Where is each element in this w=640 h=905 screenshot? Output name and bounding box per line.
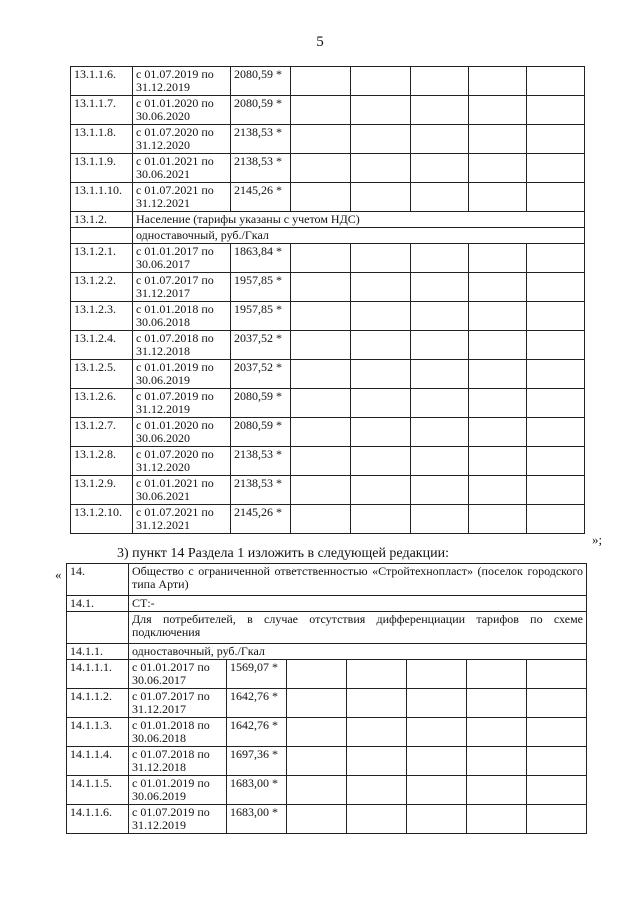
row-period: с 01.01.2019 по 30.06.2019 — [133, 360, 231, 389]
empty-cell — [527, 125, 585, 154]
row-code: 14.1.1.5. — [67, 776, 129, 805]
row-code: 13.1.1.8. — [71, 125, 133, 154]
row-tariff-value: 1569,07 * — [227, 660, 287, 689]
section-code: 14. — [67, 564, 129, 596]
empty-cell — [291, 183, 351, 212]
empty-cell — [467, 747, 527, 776]
empty-cell — [347, 747, 407, 776]
empty-cell — [351, 505, 411, 534]
row-tariff-value: 2138,53 * — [231, 154, 291, 183]
empty-cell — [527, 660, 587, 689]
row-period: с 01.01.2021 по 30.06.2021 — [133, 476, 231, 505]
tariff-table-section-13 — [70, 66, 585, 534]
row-code: 13.1.2.6. — [71, 389, 133, 418]
empty-cell — [467, 805, 527, 834]
section-header-row — [71, 228, 585, 244]
section-title: Для потребителей, в случае отсутствия дифференциации тарифов по схеме подключения — [129, 612, 587, 644]
section-header-row — [67, 596, 587, 612]
empty-cell — [527, 183, 585, 212]
row-period: с 01.01.2017 по 30.06.2017 — [133, 244, 231, 273]
empty-cell — [291, 96, 351, 125]
section-header-row — [67, 612, 587, 644]
table-row — [67, 660, 587, 689]
amendment-instruction: 3) пункт 14 Раздела 1 изложить в следующей редакции: — [117, 546, 449, 561]
empty-cell — [351, 360, 411, 389]
section-code: 14.1.1. — [67, 644, 129, 660]
table-row — [71, 183, 585, 212]
empty-cell — [407, 805, 467, 834]
row-code: 14.1.1.1. — [67, 660, 129, 689]
row-code: 13.1.2.9. — [71, 476, 133, 505]
empty-cell — [411, 331, 469, 360]
section-title: Общество с ограниченной ответственностью «Стройтехнопласт» (поселок городского типа Арти) — [129, 564, 587, 596]
empty-cell — [347, 660, 407, 689]
empty-cell — [287, 776, 347, 805]
empty-cell — [407, 718, 467, 747]
empty-cell — [527, 418, 585, 447]
empty-cell — [469, 125, 527, 154]
row-code: 13.1.1.6. — [71, 67, 133, 96]
table-row — [71, 418, 585, 447]
row-code: 13.1.2.5. — [71, 360, 133, 389]
empty-cell — [411, 125, 469, 154]
empty-cell — [291, 476, 351, 505]
row-code: 13.1.2.2. — [71, 273, 133, 302]
empty-cell — [291, 244, 351, 273]
row-period: с 01.07.2021 по 31.12.2021 — [133, 505, 231, 534]
empty-cell — [351, 418, 411, 447]
empty-cell — [527, 689, 587, 718]
empty-cell — [411, 418, 469, 447]
empty-cell — [527, 747, 587, 776]
empty-cell — [527, 96, 585, 125]
empty-cell — [469, 476, 527, 505]
empty-cell — [407, 747, 467, 776]
row-tariff-value: 1683,00 * — [227, 805, 287, 834]
row-code: 13.1.2.4. — [71, 331, 133, 360]
table-row — [71, 125, 585, 154]
row-period: с 01.07.2017 по 31.12.2017 — [133, 273, 231, 302]
empty-cell — [407, 660, 467, 689]
row-period: с 01.07.2019 по 31.12.2019 — [129, 805, 227, 834]
empty-cell — [411, 183, 469, 212]
empty-cell — [351, 125, 411, 154]
section-code — [67, 612, 129, 644]
empty-cell — [411, 476, 469, 505]
table-row — [71, 273, 585, 302]
row-tariff-value: 1957,85 * — [231, 273, 291, 302]
table-row — [71, 331, 585, 360]
empty-cell — [287, 805, 347, 834]
empty-cell — [469, 505, 527, 534]
row-tariff-value: 2145,26 * — [231, 183, 291, 212]
empty-cell — [351, 154, 411, 183]
empty-cell — [527, 67, 585, 96]
empty-cell — [527, 389, 585, 418]
row-period: с 01.07.2017 по 31.12.2017 — [129, 689, 227, 718]
table-row — [67, 776, 587, 805]
row-tariff-value: 2138,53 * — [231, 476, 291, 505]
empty-cell — [411, 67, 469, 96]
empty-cell — [291, 360, 351, 389]
section-title: СТ:- — [129, 596, 587, 612]
empty-cell — [347, 689, 407, 718]
table-row — [71, 154, 585, 183]
empty-cell — [291, 505, 351, 534]
empty-cell — [291, 302, 351, 331]
row-tariff-value: 2037,52 * — [231, 331, 291, 360]
empty-cell — [527, 505, 585, 534]
row-period: с 01.07.2021 по 31.12.2021 — [133, 183, 231, 212]
empty-cell — [411, 273, 469, 302]
table-row — [67, 747, 587, 776]
empty-cell — [469, 447, 527, 476]
empty-cell — [407, 689, 467, 718]
empty-cell — [469, 96, 527, 125]
table-row — [71, 96, 585, 125]
empty-cell — [291, 273, 351, 302]
empty-cell — [291, 389, 351, 418]
row-code: 13.1.2.3. — [71, 302, 133, 331]
section-title: одноставочный, руб./Гкал — [133, 228, 585, 244]
empty-cell — [467, 689, 527, 718]
table-row — [67, 718, 587, 747]
row-tariff-value: 1863,84 * — [231, 244, 291, 273]
empty-cell — [351, 67, 411, 96]
row-period: с 01.07.2018 по 31.12.2018 — [129, 747, 227, 776]
empty-cell — [527, 718, 587, 747]
empty-cell — [291, 67, 351, 96]
empty-cell — [467, 718, 527, 747]
opening-quote-mark: « — [55, 567, 62, 582]
empty-cell — [527, 805, 587, 834]
table-row — [71, 389, 585, 418]
empty-cell — [291, 125, 351, 154]
empty-cell — [527, 244, 585, 273]
empty-cell — [527, 476, 585, 505]
empty-cell — [469, 183, 527, 212]
empty-cell — [347, 776, 407, 805]
table-row — [67, 805, 587, 834]
empty-cell — [291, 447, 351, 476]
empty-cell — [411, 360, 469, 389]
empty-cell — [411, 505, 469, 534]
table-row — [71, 244, 585, 273]
row-code: 14.1.1.2. — [67, 689, 129, 718]
row-code: 13.1.1.10. — [71, 183, 133, 212]
row-tariff-value: 1683,00 * — [227, 776, 287, 805]
row-code: 14.1.1.4. — [67, 747, 129, 776]
row-period: с 01.01.2021 по 30.06.2021 — [133, 154, 231, 183]
row-tariff-value: 2037,52 * — [231, 360, 291, 389]
row-code: 14.1.1.3. — [67, 718, 129, 747]
empty-cell — [411, 389, 469, 418]
row-code: 14.1.1.6. — [67, 805, 129, 834]
empty-cell — [469, 67, 527, 96]
table-row — [71, 302, 585, 331]
row-period: с 01.01.2019 по 30.06.2019 — [129, 776, 227, 805]
empty-cell — [351, 273, 411, 302]
empty-cell — [287, 660, 347, 689]
empty-cell — [527, 273, 585, 302]
section-title: Население (тарифы указаны с учетом НДС) — [133, 212, 585, 228]
row-tariff-value: 2080,59 * — [231, 418, 291, 447]
section-code: 13.1.2. — [71, 212, 133, 228]
row-code: 13.1.1.9. — [71, 154, 133, 183]
table-row — [71, 447, 585, 476]
empty-cell — [469, 154, 527, 183]
table-row — [71, 476, 585, 505]
empty-cell — [527, 360, 585, 389]
empty-cell — [351, 447, 411, 476]
empty-cell — [351, 389, 411, 418]
section-code: 14.1. — [67, 596, 129, 612]
empty-cell — [527, 302, 585, 331]
row-tariff-value: 2080,59 * — [231, 67, 291, 96]
row-tariff-value: 2080,59 * — [231, 96, 291, 125]
empty-cell — [351, 183, 411, 212]
empty-cell — [411, 96, 469, 125]
table-row — [71, 505, 585, 534]
empty-cell — [527, 776, 587, 805]
empty-cell — [287, 747, 347, 776]
empty-cell — [351, 331, 411, 360]
row-period: с 01.01.2018 по 30.06.2018 — [129, 718, 227, 747]
row-period: с 01.01.2017 по 30.06.2017 — [129, 660, 227, 689]
row-period: с 01.07.2019 по 31.12.2019 — [133, 389, 231, 418]
empty-cell — [467, 660, 527, 689]
empty-cell — [287, 689, 347, 718]
empty-cell — [407, 776, 467, 805]
empty-cell — [411, 154, 469, 183]
row-period: с 01.01.2020 по 30.06.2020 — [133, 96, 231, 125]
table-row — [67, 689, 587, 718]
row-tariff-value: 2138,53 * — [231, 125, 291, 154]
row-code: 13.1.1.7. — [71, 96, 133, 125]
section-title: одноставочный, руб./Гкал — [129, 644, 587, 660]
empty-cell — [351, 476, 411, 505]
empty-cell — [527, 331, 585, 360]
empty-cell — [469, 360, 527, 389]
section-header-row — [67, 644, 587, 660]
row-period: с 01.01.2018 по 30.06.2018 — [133, 302, 231, 331]
empty-cell — [469, 273, 527, 302]
table-row — [71, 360, 585, 389]
empty-cell — [351, 244, 411, 273]
row-period: с 01.07.2020 по 31.12.2020 — [133, 447, 231, 476]
empty-cell — [411, 447, 469, 476]
section-header-row — [67, 564, 587, 596]
empty-cell — [351, 96, 411, 125]
empty-cell — [469, 302, 527, 331]
row-code: 13.1.2.10. — [71, 505, 133, 534]
empty-cell — [527, 447, 585, 476]
row-tariff-value: 2138,53 * — [231, 447, 291, 476]
row-tariff-value: 1957,85 * — [231, 302, 291, 331]
empty-cell — [291, 154, 351, 183]
row-code: 13.1.2.7. — [71, 418, 133, 447]
row-tariff-value: 1642,76 * — [227, 689, 287, 718]
page-number: 5 — [316, 34, 324, 50]
row-tariff-value: 2145,26 * — [231, 505, 291, 534]
row-code: 13.1.2.8. — [71, 447, 133, 476]
row-period: с 01.07.2018 по 31.12.2018 — [133, 331, 231, 360]
empty-cell — [469, 389, 527, 418]
empty-cell — [411, 244, 469, 273]
tariff-table-section-14 — [66, 563, 587, 834]
row-tariff-value: 1697,36 * — [227, 747, 287, 776]
empty-cell — [467, 776, 527, 805]
empty-cell — [469, 418, 527, 447]
empty-cell — [291, 418, 351, 447]
row-tariff-value: 2080,59 * — [231, 389, 291, 418]
empty-cell — [347, 805, 407, 834]
empty-cell — [291, 331, 351, 360]
empty-cell — [527, 154, 585, 183]
empty-cell — [347, 718, 407, 747]
empty-cell — [287, 718, 347, 747]
empty-cell — [411, 302, 469, 331]
section-code — [71, 228, 133, 244]
row-period: с 01.07.2019 по 31.12.2019 — [133, 67, 231, 96]
row-tariff-value: 1642,76 * — [227, 718, 287, 747]
row-code: 13.1.2.1. — [71, 244, 133, 273]
section-header-row — [71, 212, 585, 228]
row-period: с 01.01.2020 по 30.06.2020 — [133, 418, 231, 447]
empty-cell — [351, 302, 411, 331]
empty-cell — [469, 244, 527, 273]
table-row — [71, 67, 585, 96]
row-period: с 01.07.2020 по 31.12.2020 — [133, 125, 231, 154]
empty-cell — [469, 331, 527, 360]
closing-quote-mark: »; — [592, 532, 603, 547]
